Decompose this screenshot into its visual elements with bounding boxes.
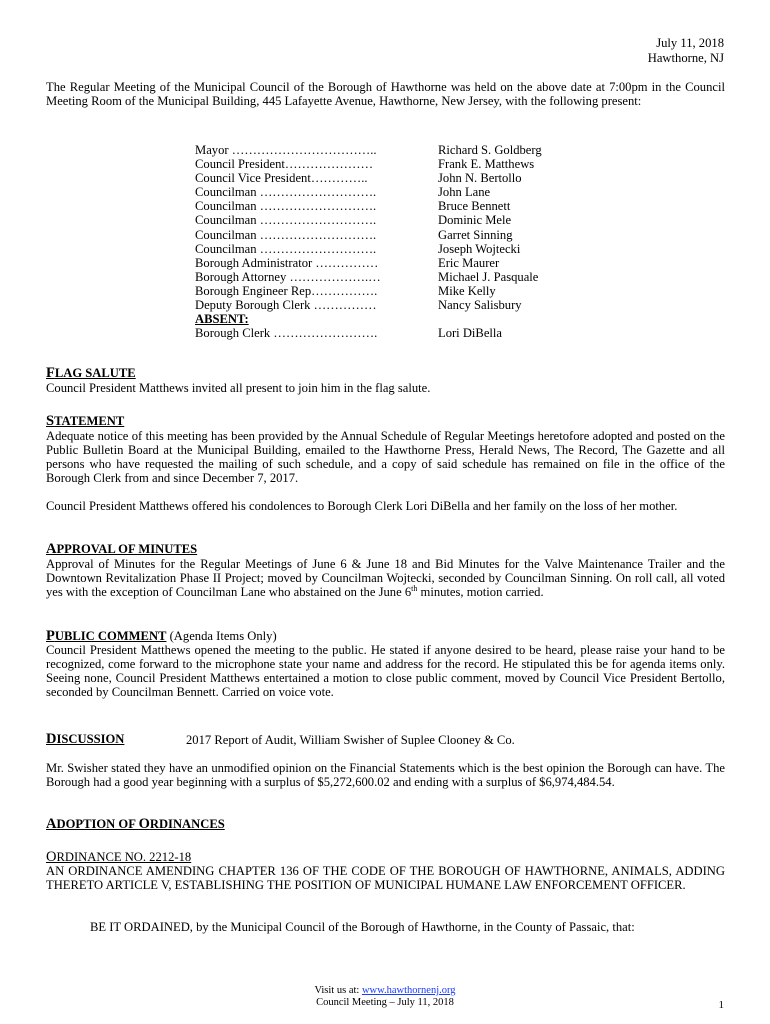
- attendance-row: [195, 242, 542, 256]
- attendance-role: Councilman ……………………….: [195, 213, 377, 228]
- footer-visit: Visit us at: www.hawthornenj.org: [314, 985, 456, 996]
- attendance-role: Councilman ……………………….: [195, 185, 377, 200]
- attendance-name: Mike Kelly: [438, 283, 496, 298]
- attendance-name: Dominic Mele: [438, 213, 512, 228]
- attendance-name: John N. Bertollo: [438, 171, 522, 186]
- absent-label: ABSENT:: [195, 312, 249, 327]
- footer-meeting: Council Meeting – July 11, 2018: [316, 997, 454, 1008]
- attendance-name: Frank E. Matthews: [438, 157, 535, 172]
- attendance-row: [195, 298, 542, 312]
- header-date: July 11, 2018: [656, 36, 724, 50]
- attendance-row: [195, 326, 542, 340]
- attendance-row: [195, 171, 542, 185]
- discussion-heading: DISCUSSION: [46, 731, 125, 747]
- ordinance-number: ORDINANCE NO. 2212-18: [46, 849, 192, 865]
- public-comment-heading: PUBLIC COMMENT (Agenda Items Only): [46, 628, 277, 644]
- attendance-role: Council President…………………: [195, 157, 374, 172]
- attendance-role: Council Vice President…………..: [195, 171, 368, 186]
- attendance-role: Councilman ……………………….: [195, 241, 377, 256]
- header-location: Hawthorne, NJ: [647, 51, 724, 65]
- flag-salute-heading: FLAG SALUTE: [46, 365, 136, 381]
- attendance-name: Nancy Salisbury: [438, 298, 522, 313]
- attendance-row: [195, 213, 542, 227]
- attendance-role: Mayor ……………………………..: [195, 143, 377, 157]
- attendance-row: [195, 143, 542, 157]
- ordinance-title: AN ORDINANCE AMENDING CHAPTER 136 OF THE CODE OF THE BOROUGH OF HAWTHORNE, ANIMALS, ADDING THERETO ARTICLE V, ESTABLISHING THE POSITION OF MUNICIPAL HUMANE LAW ENFORCEMENT OFFICER.: [46, 864, 725, 893]
- attendance-row: [195, 284, 542, 298]
- approval-minutes-text: Approval of Minutes for the Regular Meetings of June 6 & June 18 and Bid Minutes for the Valve Maintenance Trailer and the Downtown Revitalization Phase II Project; moved by Councilman Wojtecki, seconded by Councilman Sinning. On roll call, all voted yes with the exception of Councilman Lane who abstained on the June 6th minutes, motion carried.: [46, 557, 725, 600]
- attendance-row: [195, 256, 542, 270]
- attendance-name: John Lane: [438, 185, 491, 200]
- statement-text: Adequate notice of this meeting has been provided by the Annual Schedule of Regular Meetings heretofore adopted and posted on the Public Bulletin Board at the Municipal Building, emailed to the Hawthorne Press, Herald News, The Record, The Gazette and all persons who have requested the mailing of such schedule, and a copy of said schedule has remained on file in the office of the Borough Clerk from and since December 7, 2017.: [46, 429, 725, 486]
- attendance-row: [195, 199, 542, 213]
- attendance-row: [195, 157, 542, 171]
- attendance-row: [195, 270, 542, 284]
- page-number: 1: [718, 999, 724, 1011]
- attendance-role: Borough Administrator ……………: [195, 255, 379, 270]
- attendance-name: Joseph Wojtecki: [438, 241, 521, 256]
- attendance-name: Bruce Bennett: [438, 199, 511, 214]
- statement-heading: STATEMENT: [46, 413, 125, 429]
- ordained-text: BE IT ORDAINED, by the Municipal Council of the Borough of Hawthorne, in the County of Passaic, that:: [90, 920, 635, 934]
- attendance-name: Richard S. Goldberg: [438, 143, 542, 157]
- discussion-text: Mr. Swisher stated they have an unmodified opinion on the Financial Statements which is the best opinion the Borough can have. The Borough had a good year beginning with a surplus of $5,272,600.02 and ending with a surplus of $6,974,484.54.: [46, 761, 725, 790]
- attendance-name: Michael J. Pasquale: [438, 269, 539, 284]
- attendance-role: Borough Engineer Rep…………….: [195, 283, 378, 298]
- intro-paragraph: The Regular Meeting of the Municipal Council of the Borough of Hawthorne was held on the above date at 7:00pm in the Council Meeting Room of the Municipal Building, 445 Lafayette Avenue, Hawthorne, New Jersey, with the following present:: [46, 80, 725, 109]
- attendance-row: [195, 228, 542, 242]
- attendance-role: Deputy Borough Clerk ……………: [195, 298, 377, 313]
- attendance-row: [195, 185, 542, 199]
- adoption-ordinances-heading: ADOPTION OF ORDINANCES: [46, 816, 225, 832]
- attendance-role: Borough Clerk …………………….: [195, 326, 378, 341]
- flag-salute-text: Council President Matthews invited all present to join him in the flag salute.: [46, 381, 431, 395]
- header-block: [648, 36, 724, 66]
- condolences-text: Council President Matthews offered his condolences to Borough Clerk Lori DiBella and her family on the loss of her mother.: [46, 499, 678, 513]
- attendance-name: Eric Maurer: [438, 255, 500, 270]
- attendance-list: [195, 143, 542, 340]
- website-link[interactable]: www.hawthornenj.org: [361, 985, 456, 996]
- attendance-role: Councilman ……………………….: [195, 227, 377, 242]
- discussion-topic: 2017 Report of Audit, William Swisher of Suplee Clooney & Co.: [186, 733, 515, 747]
- public-comment-text: Council President Matthews opened the meeting to the public. He stated if anyone desired to be heard, please raise your hand to be recognized, come forward to the microphone state your name and address for the record. He stipulated this be for agenda items only. Seeing none, Council President Matthews entertained a motion to close public comment, moved by Council Vice President Bertollo, seconded by Councilman Bennett. Carried on voice vote.: [46, 643, 725, 700]
- attendance-name: Lori DiBella: [438, 326, 503, 341]
- attendance-role: Councilman ……………………….: [195, 199, 377, 214]
- attendance-role: Borough Attorney ……………….…: [195, 269, 381, 284]
- attendance-name: Garret Sinning: [438, 227, 513, 242]
- approval-minutes-heading: APPROVAL OF MINUTES: [46, 541, 198, 557]
